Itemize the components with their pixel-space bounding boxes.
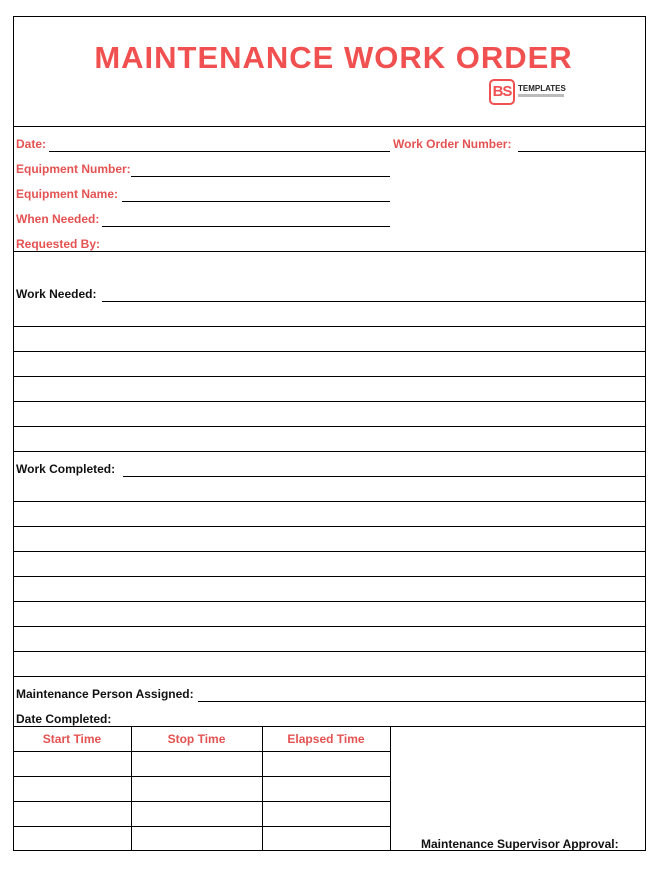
page-title: MAINTENANCE WORK ORDER xyxy=(94,40,573,75)
work-completed-line[interactable] xyxy=(13,601,646,602)
time-table-column-line xyxy=(390,726,391,851)
work-needed-line[interactable] xyxy=(13,401,646,402)
date-completed-divider xyxy=(13,726,646,727)
work-completed-line[interactable] xyxy=(13,676,646,677)
date-field[interactable] xyxy=(49,151,390,152)
time-table-row-line xyxy=(13,801,390,802)
time-table-row-line xyxy=(13,776,390,777)
work-needed-field[interactable] xyxy=(102,301,646,302)
header-divider xyxy=(13,126,646,127)
start-time-header: Start Time xyxy=(42,732,102,746)
work-needed-label: Work Needed: xyxy=(16,287,97,301)
when-needed-field[interactable] xyxy=(102,226,390,227)
equipment-name-field[interactable] xyxy=(122,201,390,202)
stop-time-header: Stop Time xyxy=(167,732,226,746)
requested-by-label: Requested By: xyxy=(16,237,101,251)
work-completed-line[interactable] xyxy=(13,551,646,552)
work-needed-line[interactable] xyxy=(13,451,646,452)
maintenance-person-field[interactable] xyxy=(198,701,646,702)
logo-text: TEMPLATES xyxy=(518,84,566,93)
equipment-name-label: Equipment Name: xyxy=(16,187,119,201)
work-completed-line[interactable] xyxy=(13,526,646,527)
info-divider xyxy=(13,251,646,252)
work-completed-line[interactable] xyxy=(13,651,646,652)
date-completed-label: Date Completed: xyxy=(16,712,112,726)
supervisor-approval-label: Maintenance Supervisor Approval: xyxy=(421,837,619,851)
work-completed-field[interactable] xyxy=(123,476,646,477)
time-table-row-line xyxy=(13,751,390,752)
equipment-number-field[interactable] xyxy=(131,176,390,177)
work-completed-line[interactable] xyxy=(13,501,646,502)
maintenance-person-label: Maintenance Person Assigned: xyxy=(16,687,194,701)
work-needed-line[interactable] xyxy=(13,376,646,377)
logo-mark: BS xyxy=(489,79,515,105)
work-order-number-field[interactable] xyxy=(518,151,646,152)
time-table-column-line xyxy=(131,726,132,851)
date-label: Date: xyxy=(16,137,47,151)
elapsed-time-header: Elapsed Time xyxy=(287,732,365,746)
when-needed-label: When Needed: xyxy=(16,212,100,226)
time-table-column-line xyxy=(262,726,263,851)
time-table-row-line xyxy=(13,826,390,827)
work-needed-line[interactable] xyxy=(13,426,646,427)
work-completed-line[interactable] xyxy=(13,576,646,577)
work-completed-line[interactable] xyxy=(13,626,646,627)
work-completed-label: Work Completed: xyxy=(16,462,116,476)
work-needed-line[interactable] xyxy=(13,326,646,327)
brand-logo xyxy=(489,79,569,107)
equipment-number-label: Equipment Number: xyxy=(16,162,131,176)
logo-tagline-bar xyxy=(518,94,564,97)
work-order-number-label: Work Order Number: xyxy=(393,137,512,151)
work-needed-line[interactable] xyxy=(13,351,646,352)
